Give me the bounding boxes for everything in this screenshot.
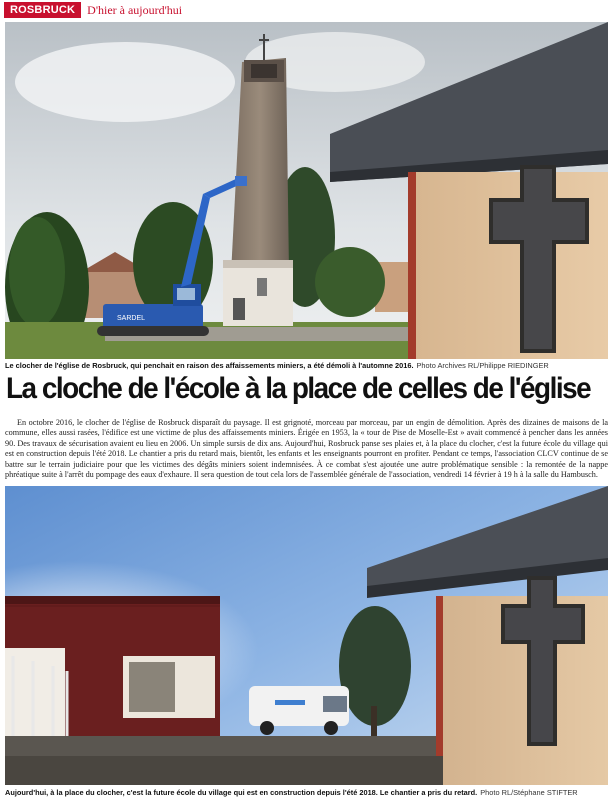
caption-text: Le clocher de l'église de Rosbruck, qui penchait en raison des affaissements miniers, a été démoli à l'automne 2016. <box>5 361 414 370</box>
caption-text-2: Aujourd'hui, à la place du clocher, c'est la future école du village qui est en construction depuis l'été 2018. Le chantier a pris du retard. <box>5 788 478 797</box>
photo-credit: Photo Archives RL/Philippe RIEDINGER <box>416 361 549 370</box>
photo-demolition-illustration <box>5 22 608 359</box>
section-subtitle: D'hier à aujourd'hui <box>87 3 183 17</box>
photo-credit-2: Photo RL/Stéphane STIFTER <box>480 788 578 797</box>
school-building <box>5 596 220 746</box>
excavator-label: SARDEL <box>117 315 146 322</box>
page-header <box>4 2 182 18</box>
photo-new-school <box>5 486 608 785</box>
photo-demolition <box>5 22 608 359</box>
photo-new-school-illustration <box>5 486 608 785</box>
photo-new-school-caption <box>5 788 608 798</box>
photo-demolition-caption <box>5 361 608 371</box>
article-body: En octobre 2016, le clocher de l'église de Rosbruck disparaît du paysage. Il est grignoté, morceau par morceau, par un engin de démolition. Après des dizaines de maisons de la commune, elles aussi rasées, l'édifice est une victime de plus des affaissements miniers. Érigée en 1953, la « tour de Pise de Moselle-Est » avait commencé à pencher dans les années 90. Des travaux de sécurisation avaient eu lieu en 2006. Un simple sursis de dix ans. Aujourd'hui, Rosbruck panse ses plaies et, à la place du clocher, c'est la future école du village qui est en construction depuis l'été 2018. Le chantier a pris du retard mais, bientôt, les enfants et les enseignants pourront en profiter. Pendant ce temps, l'association CLCV continue de se battre sur le terrain judiciaire pour que les victimes des dégâts miniers soient indemnisées. À ce combat s'est ajoutée une autre problématique sensible : la remontée de la nappe phréatique suite à l'arrêt du pompage des eaux d'exhaure. Il sera question de tout cela lors de l'assemblée générale de l'association, vendredi 14 février à 19 h à la salle du Hambusch. <box>5 418 608 480</box>
section-tag: ROSBRUCK <box>4 2 81 18</box>
headline: La cloche de l'école à la place de celles de l'église <box>6 372 591 405</box>
